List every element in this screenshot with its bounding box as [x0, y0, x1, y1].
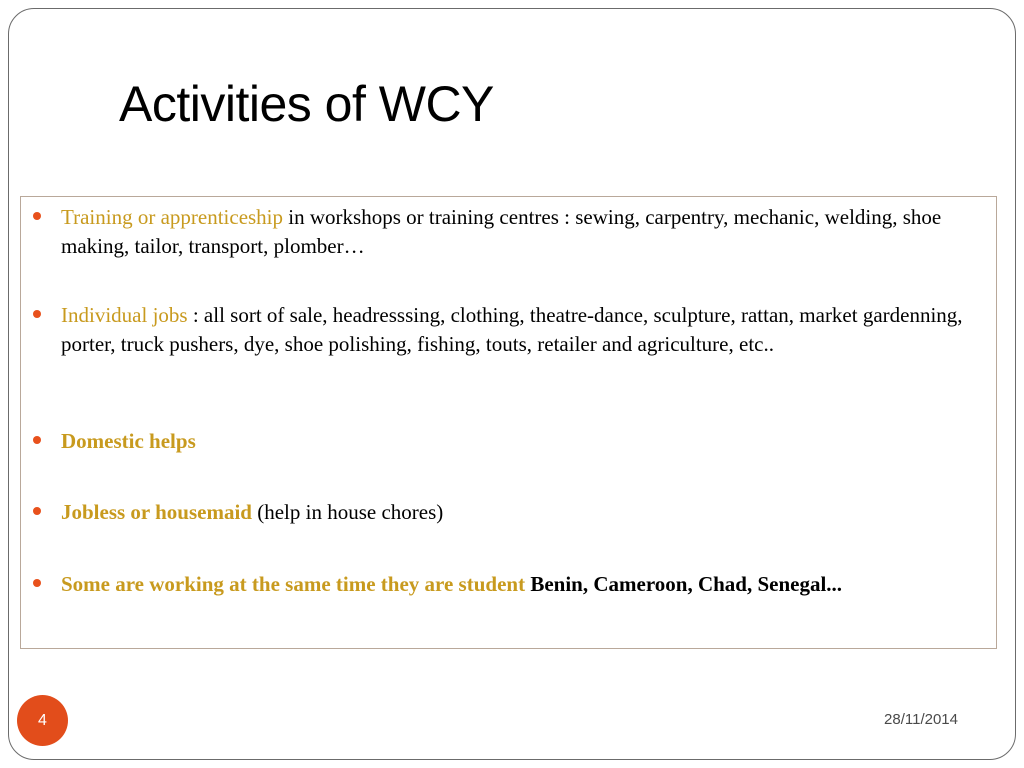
bullet-marker-icon — [33, 310, 41, 318]
bullet-item-domestic-helps — [61, 427, 991, 456]
bullet-text: : all sort of sale, headresssing, clothing, theatre-dance, sculpture, rattan, market gardenning, porter, truck pushers, dye, shoe polishing, fishing, touts, retailer and agriculture, etc.. — [61, 303, 963, 356]
bullet-highlight: Some are working at the same time they are student — [61, 572, 526, 596]
bullet-highlight: Jobless or housemaid — [61, 500, 252, 524]
slide-date: 28/11/2014 — [884, 711, 958, 728]
bullet-item-students — [61, 570, 991, 599]
bullet-text: Benin, Cameroon, Chad, Senegal... — [525, 572, 843, 596]
bullet-highlight: Domestic helps — [61, 429, 196, 453]
bullet-marker-icon — [33, 507, 41, 515]
bullet-marker-icon — [33, 436, 41, 444]
bullet-item-training — [61, 203, 991, 260]
bullet-marker-icon — [33, 212, 41, 220]
bullet-text: (help in house chores) — [251, 500, 444, 524]
bullet-highlight: Individual jobs — [61, 303, 188, 327]
bullet-item-individual-jobs — [61, 301, 991, 358]
bullet-highlight: Training or apprenticeship — [61, 205, 284, 229]
bullet-text: in workshops or training centres : sewing, carpentry, mechanic, welding, shoe making, tailor, transport, plomber… — [61, 205, 942, 258]
slide-title: Activities of WCY — [119, 76, 494, 132]
page-number-badge: 4 — [17, 695, 68, 746]
content-box — [20, 196, 997, 649]
bullet-item-jobless — [61, 498, 991, 527]
bullet-marker-icon — [33, 579, 41, 587]
